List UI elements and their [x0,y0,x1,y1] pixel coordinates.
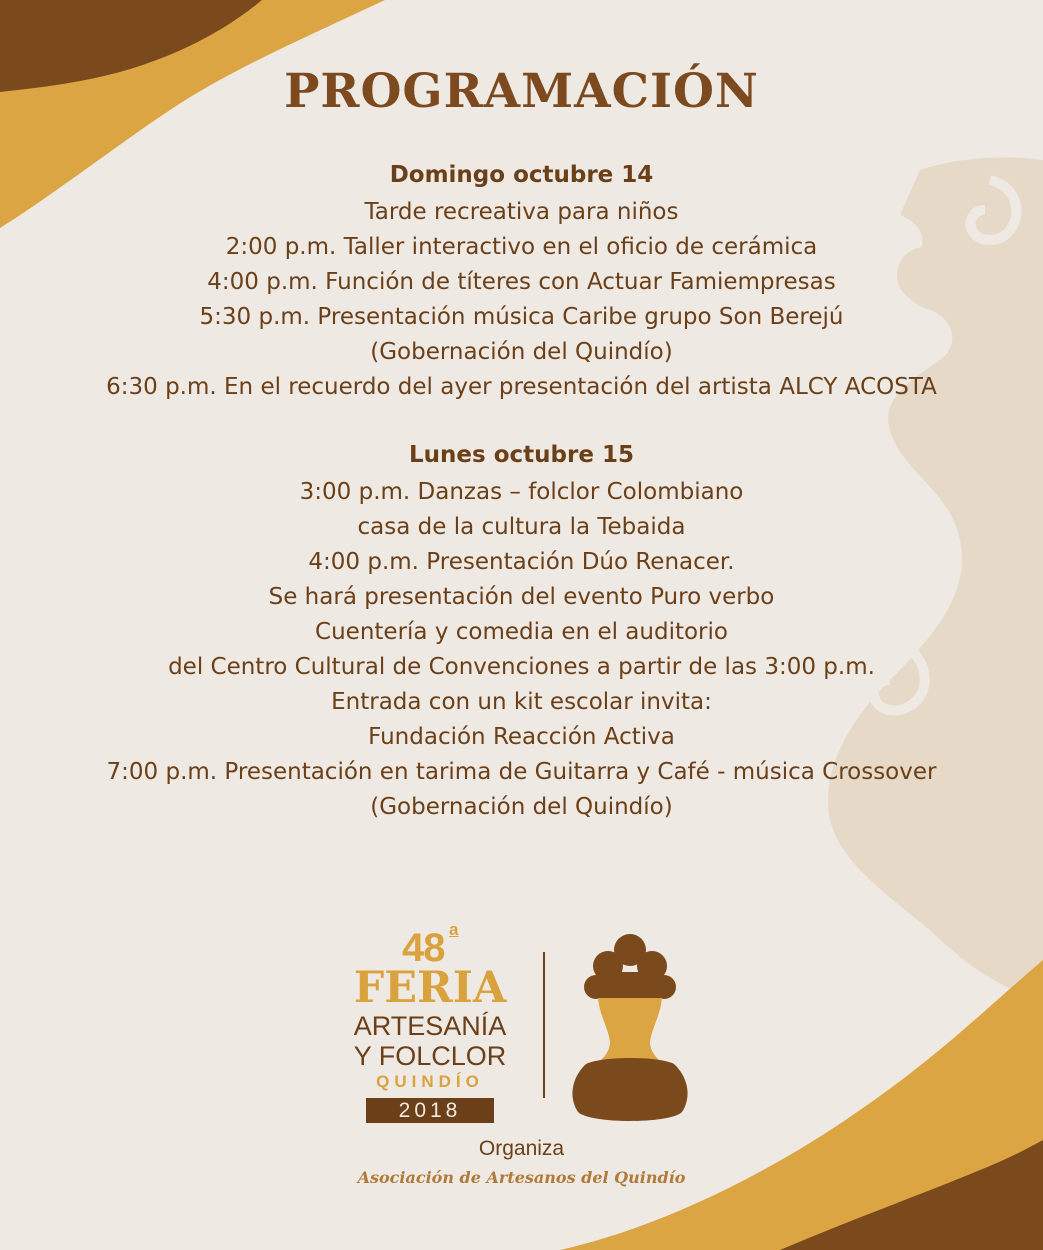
logo-year: 2018 [366,1098,494,1123]
logo-edition: 48 [402,926,445,970]
pottery-emblem-icon [568,932,692,1124]
logo-quindio: QUINDÍO [376,1072,484,1091]
organiza-label: Organiza [478,1137,565,1160]
schedule-line: Se hará presentación del evento Puro verbo [268,584,775,610]
schedule-line: casa de la cultura la Tebaida [357,514,686,540]
schedule-line: 5:30 p.m. Presentación música Caribe grupo Son Berejú [199,304,844,330]
schedule-line: del Centro Cultural de Convenciones a partir de las 3:00 p.m. [168,654,875,680]
schedule-line: (Gobernación del Quindío) [370,339,673,365]
schedule-line: 6:30 p.m. En el recuerdo del ayer presentación del artista ALCY ACOSTA [106,374,937,400]
logo-artesania: ARTESANÍA [353,1011,507,1041]
page-title: PROGRAMACIÓN [284,64,759,119]
logo-folclor: Y FOLCLOR [353,1041,507,1071]
organizer-name: Asociación de Artesanos del Quindío [357,1168,686,1187]
schedule-line: Tarde recreativa para niños [364,199,679,225]
logo-edition-suffix: a [449,920,459,939]
schedule-line: Cuentería y comedia en el auditorio [315,619,728,645]
schedule-line: Fundación Reacción Activa [368,724,675,750]
schedule-line: 4:00 p.m. Función de títeres con Actuar Famiempresas [207,269,836,295]
day-heading-monday: Lunes octubre 15 [409,442,634,468]
sunday-schedule [0,195,1043,405]
logo-divider [543,952,545,1098]
schedule-line: 2:00 p.m. Taller interactivo en el oficio de cerámica [225,234,818,260]
schedule-line: Entrada con un kit escolar invita: [331,689,712,715]
monday-schedule [0,475,1043,825]
day-heading-sunday: Domingo octubre 14 [389,162,654,188]
schedule-line: 7:00 p.m. Presentación en tarima de Guitarra y Café - música Crossover [106,759,937,785]
schedule-line: (Gobernación del Quindío) [370,794,673,820]
schedule-line: 3:00 p.m. Danzas – folclor Colombiano [299,479,744,505]
schedule-line: 4:00 p.m. Presentación Dúo Renacer. [308,549,735,575]
logo-feria: FERIA [353,963,507,1013]
